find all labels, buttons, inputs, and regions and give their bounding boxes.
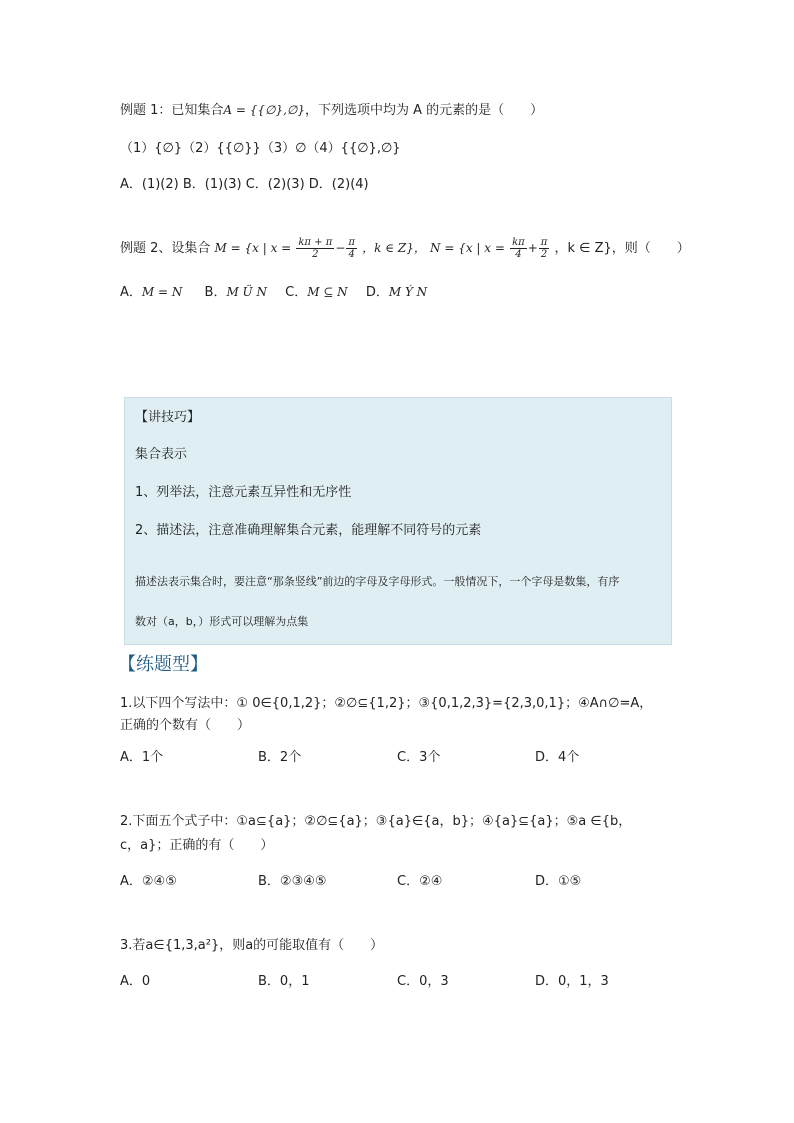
ex2-question bbox=[120, 237, 690, 260]
q3-option-a: A．0 bbox=[120, 974, 151, 989]
ex2-N-tail: ，k ∈ Z}，则（ ） bbox=[554, 241, 690, 256]
tips-topic: 集合表示 bbox=[135, 447, 188, 462]
ex1-prefix: 例题 1：已知集合 bbox=[120, 103, 224, 118]
tips-point1: 1、列举法，注意元素互异性和无序性 bbox=[135, 485, 352, 500]
ex2-opt-d: M Ý N bbox=[388, 285, 428, 299]
ex2-N-frac2: $\frac{\pi}{2}$ bbox=[540, 237, 548, 260]
ex2-opt-c-label: C． bbox=[285, 285, 308, 300]
q1-statements: ① 0∈{0,1,2}；②∅⊆{1,2}；③{0,1,2,3}={2,3,0,1}；④A∩∅=A， bbox=[236, 696, 653, 711]
q1-line2: 正确的个数有（ ） bbox=[120, 718, 251, 733]
practice-heading: 【练题型】 bbox=[118, 654, 208, 675]
ex2-options bbox=[120, 281, 427, 300]
ex2-M-tail: ，k ∈ Z}， bbox=[362, 241, 426, 255]
ex2-N-frac1: $\frac{k\pi}{4}$ bbox=[512, 237, 525, 260]
ex2-N-plus: + bbox=[527, 241, 538, 255]
q3-line1: 3.若a∈{1,3,a²}，则a的可能取值有（ ） bbox=[120, 938, 384, 953]
tips-point2: 2、描述法，注意准确理解集合元素，能理解不同符号的元素 bbox=[135, 523, 482, 538]
ex1-items: （1）{∅}（2）{{∅}}（3）∅（4）{{∅},∅} bbox=[120, 141, 401, 156]
q1-intro: 1.以下四个写法中： bbox=[120, 696, 237, 711]
q3-option-b: B．0，1 bbox=[258, 974, 310, 989]
ex2-M-lhs: M = {x | x = bbox=[214, 241, 292, 255]
ex2-opt-b-label: B． bbox=[204, 285, 227, 300]
ex2-opt-c: M ⊆ N bbox=[307, 285, 348, 299]
tips-note1: 描述法表示集合时，要注意“那条竖线”前边的字母及字母形式。一般情况下，一个字母是数集，有序 bbox=[135, 575, 620, 588]
q3-option-d: D．0，1，3 bbox=[535, 974, 609, 989]
ex1-suffix: ，下列选项中均为 A 的元素的是（ ） bbox=[305, 103, 544, 118]
q1-option-d: D．4个 bbox=[535, 750, 580, 765]
q1-option-c: C．3个 bbox=[397, 750, 441, 765]
ex2-prefix: 例题 2、设集合 bbox=[120, 241, 211, 256]
ex2-opt-b: M Ü N bbox=[226, 285, 267, 299]
ex2-opt-d-label: D． bbox=[365, 285, 389, 300]
q2-option-a: A．②④⑤ bbox=[120, 874, 177, 889]
q3-option-c: C．0，3 bbox=[397, 974, 449, 989]
tips-heading: 【讲技巧】 bbox=[135, 410, 201, 425]
q1-line1 bbox=[120, 692, 652, 711]
ex2-opt-a-label: A． bbox=[120, 285, 142, 300]
q2-option-b: B．②③④⑤ bbox=[258, 874, 327, 889]
q2-option-d: D．①⑤ bbox=[535, 874, 582, 889]
q1-option-b: B．2个 bbox=[258, 750, 302, 765]
tips-box bbox=[124, 397, 672, 645]
ex2-N-lhs: N = {x | x = bbox=[430, 241, 505, 255]
ex2-M-minus: − bbox=[335, 241, 346, 255]
q2-line2: c，a}；正确的有（ ） bbox=[120, 838, 274, 853]
q2-option-c: C．②④ bbox=[397, 874, 443, 889]
ex1-setA: A = {{∅},∅} bbox=[223, 103, 306, 117]
ex1-question bbox=[120, 99, 543, 118]
ex2-M-frac1: $\frac{k\pi + \pi}{2}$ bbox=[298, 237, 333, 260]
ex2-M-frac2: $\frac{\pi}{4}$ bbox=[348, 237, 355, 260]
q1-option-a: A．1个 bbox=[120, 750, 164, 765]
ex2-opt-a: M = N bbox=[141, 285, 183, 299]
q2-line1: 2.下面五个式子中：①a⊆{a}；②∅⊆{a}；③{a}∈{a，b}；④{a}⊆{a}；⑤a ∈{b， bbox=[120, 814, 632, 829]
tips-note2: 数对（a，b，）形式可以理解为点集 bbox=[135, 615, 309, 628]
ex1-options: A．(1)(2) B．(1)(3) C．(2)(3) D．(2)(4) bbox=[120, 177, 369, 192]
